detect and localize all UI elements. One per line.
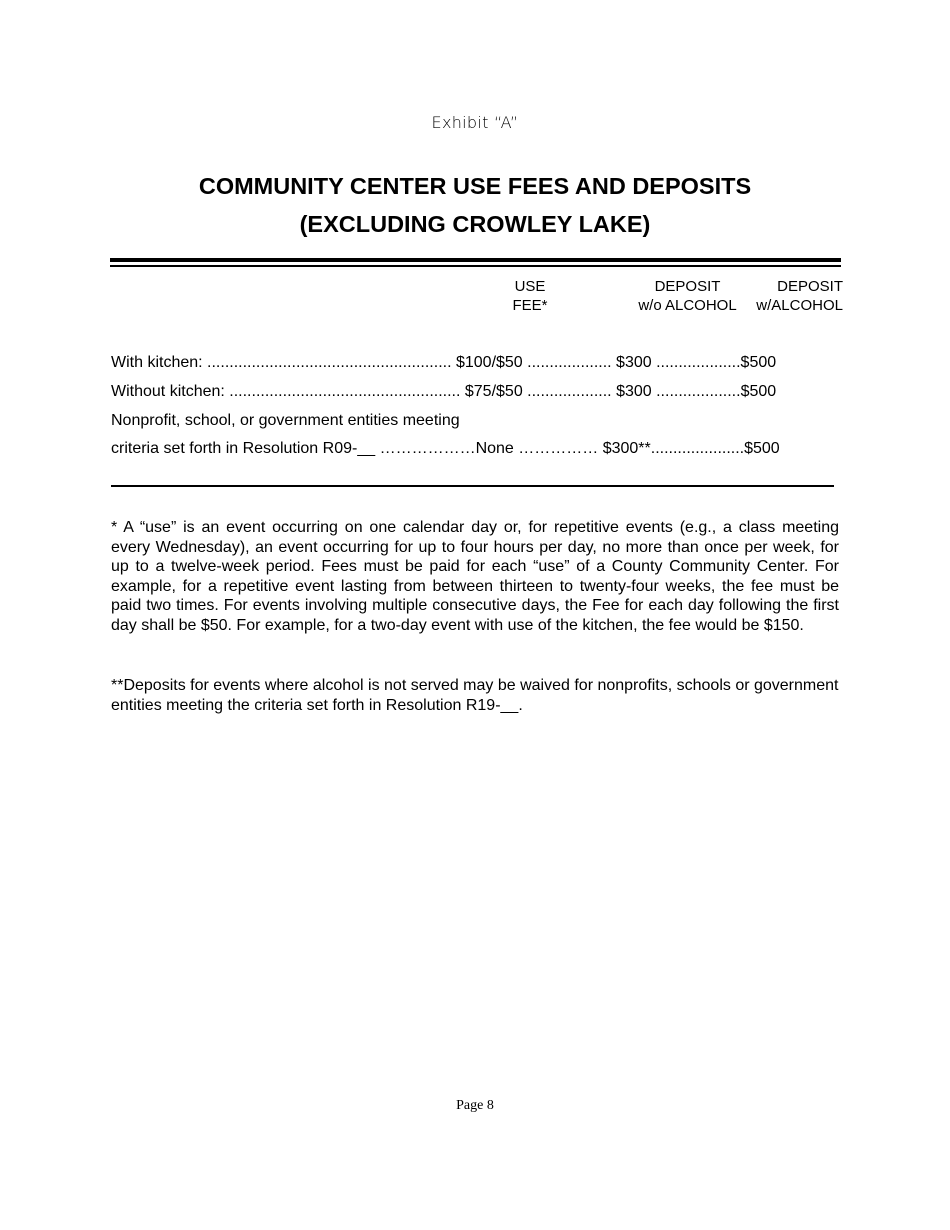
column-header-deposit-alcohol-line2: w/ALCOHOL xyxy=(756,297,843,314)
column-header-use-fee-line2: FEE* xyxy=(512,297,548,314)
page-number: Page 8 xyxy=(456,1098,494,1113)
exhibit-label: Exhibit “A” xyxy=(431,113,519,132)
table-bottom-rule xyxy=(111,485,834,487)
column-header-deposit-no-alcohol-line1: DEPOSIT xyxy=(654,278,721,295)
column-header-deposit-no-alcohol xyxy=(630,277,745,315)
column-header-deposit-alcohol xyxy=(743,277,843,315)
fee-row-nonprofit-line2: criteria set forth in Resolution R09-__ ………………None …………… $300**.....................$500 xyxy=(111,440,780,457)
document-title-line-1: COMMUNITY CENTER USE FEES AND DEPOSITS xyxy=(198,173,752,199)
header-rule-thick xyxy=(110,258,841,262)
document-title-line-2: (EXCLUDING CROWLEY LAKE) xyxy=(299,211,651,237)
column-header-deposit-alcohol-line1: DEPOSIT xyxy=(777,278,843,295)
fee-row-without-kitchen: Without kitchen: .................................................... $75/$50 ................... $300 ...................$500 xyxy=(111,383,777,400)
header-rule-thin xyxy=(110,265,841,267)
column-header-use-fee xyxy=(500,277,560,315)
column-header-use-fee-line1: USE xyxy=(514,278,546,295)
footnote-deposit-waiver: **Deposits for events where alcohol is not served may be waived for nonprofits, schools or government entities meeting the criteria set forth in Resolution R19-__. xyxy=(111,677,839,714)
footnote-use-definition: * A “use” is an event occurring on one calendar day or, for repetitive events (e.g., a class meeting every Wednesday), an event occurring for up to four hours per day, no more than once per week, for up to a twelve-week period. Fees must be paid for each “use” of a County Community Center. For example, for a repetitive event lasting from between thirteen to twenty-four weeks, the fee must be paid two times. For events involving multiple consecutive days, the Fee for each day following the first day shall be $50. For example, for a two-day event with use of the kitchen, the fee would be $150. xyxy=(111,519,839,634)
column-header-deposit-no-alcohol-line2: w/o ALCOHOL xyxy=(638,297,737,314)
fee-row-with-kitchen: With kitchen: ....................................................... $100/$50 ................... $300 ...................$500 xyxy=(111,354,777,371)
fee-row-nonprofit-line1: Nonprofit, school, or government entities meeting xyxy=(111,412,460,429)
